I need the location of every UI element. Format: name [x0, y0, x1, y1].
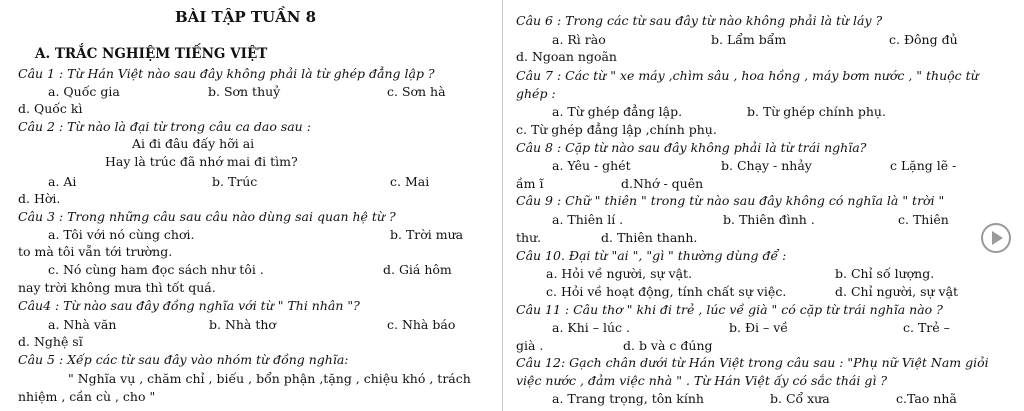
q11-option-c: c. Trẻ –: [903, 320, 950, 335]
q3-option-d-cont: nay trời không mưa thì tốt quá.: [18, 280, 216, 295]
q11-option-c-cont: già .: [516, 338, 544, 353]
q1-option-c: c. Sơn hà: [387, 84, 446, 99]
question-3: Câu 3 : Trong những câu sau câu nào dùng sai quan hệ từ ?: [18, 209, 396, 224]
play-triangle-icon: [991, 231, 1003, 245]
q6-option-b: b. Lẩm bẩm: [711, 32, 787, 47]
q6-option-a: a. Rì rào: [552, 32, 606, 47]
question-5: Câu 5 : Xếp các từ sau đây vào nhóm từ đồng nghĩa:: [18, 352, 349, 367]
question-12: Câu 12: Gạch chân dưới từ Hán Việt trong câu sau : "Phụ nữ Việt Nam giỏi: [516, 355, 989, 370]
q10-option-b: b. Chỉ số lượng.: [835, 266, 935, 281]
q10-option-c: c. Hỏi về hoạt động, tính chất sự việc.: [546, 284, 787, 299]
page-title: BÀI TẬP TUẦN 8: [175, 8, 317, 26]
q5-word-list: " Nghĩa vụ , chăm chỉ , biếu , bổn phận ,tặng , chiệu khó , trách: [68, 371, 471, 386]
question-11: Câu 11 : Câu thơ " khi đi trẻ , lúc về già " có cặp từ trái nghĩa nào ?: [516, 302, 943, 317]
q6-option-d: d. Ngoan ngoãn: [516, 49, 617, 64]
question-8: Câu 8 : Cặp từ nào sau đây không phải là từ trái nghĩa?: [516, 140, 867, 155]
q9-option-d: d. Thiên thanh.: [601, 230, 698, 245]
q4-option-b: b. Nhà thơ: [209, 317, 276, 332]
q2-verse-line-1: Ai đi đâu đấy hỡi ai: [132, 136, 255, 151]
q8-option-b: b. Chạy - nhảy: [721, 158, 812, 173]
left-page: [0, 0, 502, 411]
q7-option-c: c. Từ ghép đẳng lập ,chính phụ.: [516, 122, 717, 137]
right-page: [503, 0, 1024, 411]
q3-option-b-cont: to mà tôi vẫn tới trường.: [18, 244, 173, 259]
q12-option-a: a. Trang trọng, tôn kính: [552, 391, 704, 406]
q9-option-b: b. Thiên đình .: [723, 212, 815, 227]
section-heading: A. TRẮC NGHIỆM TIẾNG VIỆT: [35, 46, 268, 62]
q4-option-c: c. Nhà báo: [387, 317, 456, 332]
q1-option-b: b. Sơn thuỷ: [208, 84, 281, 99]
q7-option-b: b. Từ ghép chính phụ.: [747, 104, 886, 119]
q12-option-c: c.Tao nhã: [896, 391, 957, 406]
q10-option-a: a. Hỏi về người, sự vật.: [546, 266, 693, 281]
q6-option-c: c. Đông đủ: [889, 32, 958, 47]
q3-option-a: a. Tôi với nó cùng chơi.: [48, 227, 195, 242]
question-2: Câu 2 : Từ nào là đại từ trong câu ca dao sau :: [18, 119, 311, 134]
q9-option-c: c. Thiên: [898, 212, 949, 227]
q8-option-d: d.Nhớ - quên: [621, 176, 704, 191]
q3-option-d: d. Giá hôm: [383, 262, 452, 277]
q2-option-a: a. Ai: [48, 174, 77, 189]
q2-option-d: d. Hời.: [18, 191, 61, 206]
q10-option-d: d. Chỉ người, sự vật: [835, 284, 959, 299]
q8-option-a: a. Yêu - ghét: [552, 158, 631, 173]
question-7: Câu 7 : Các từ " xe máy ,chìm sâu , hoa hồng , máy bơm nước , " thuộc từ: [516, 68, 979, 83]
question-7-cont: ghép :: [516, 86, 556, 101]
question-6: Câu 6 : Trong các từ sau đây từ nào không phải là từ láy ?: [516, 13, 883, 28]
q9-option-c-cont: thư.: [516, 230, 542, 245]
question-4: Câu4 : Từ nào sau đây đồng nghĩa với từ " Thi nhân "?: [18, 298, 360, 313]
q8-option-c: c Lặng lẽ -: [890, 158, 957, 173]
play-circle-icon[interactable]: [981, 223, 1011, 253]
q2-option-b: b. Trúc: [212, 174, 258, 189]
q3-option-c: c. Nó cùng ham đọc sách như tôi .: [48, 262, 264, 277]
q8-option-c-cont: ầm ĩ: [516, 176, 544, 191]
q2-verse-line-2: Hay là trúc đã nhớ mai đi tìm?: [105, 154, 298, 169]
q11-option-d: d. b và c đúng: [623, 338, 713, 353]
question-12-cont: việc nước , đảm việc nhà " . Từ Hán Việt ấy có sắc thái gì ?: [516, 373, 888, 388]
q12-option-b: b. Cổ xưa: [770, 391, 830, 406]
q3-option-b: b. Trời mưa: [390, 227, 464, 242]
q9-option-a: a. Thiên lí .: [552, 212, 624, 227]
q11-option-a: a. Khi – lúc .: [552, 320, 630, 335]
q2-option-c: c. Mai: [390, 174, 430, 189]
q1-option-a: a. Quốc gia: [48, 84, 120, 99]
q4-option-a: a. Nhà văn: [48, 317, 117, 332]
q5-word-list-cont: nhiệm , cần cù , cho ": [18, 389, 156, 404]
q7-option-a: a. Từ ghép đẳng lập.: [552, 104, 683, 119]
q4-option-d: d. Nghệ sĩ: [18, 334, 83, 349]
question-1: Câu 1 : Từ Hán Việt nào sau đây không phải là từ ghép đẳng lập ?: [18, 66, 435, 81]
question-9: Câu 9 : Chữ " thiên " trong từ nào sau đây không có nghĩa là " trời ": [516, 193, 945, 208]
q11-option-b: b. Đi – về: [729, 320, 788, 335]
q1-option-d: d. Quốc kì: [18, 101, 83, 116]
question-10: Câu 10. Đại từ "ai ", "gì " thường dùng để :: [516, 248, 787, 263]
